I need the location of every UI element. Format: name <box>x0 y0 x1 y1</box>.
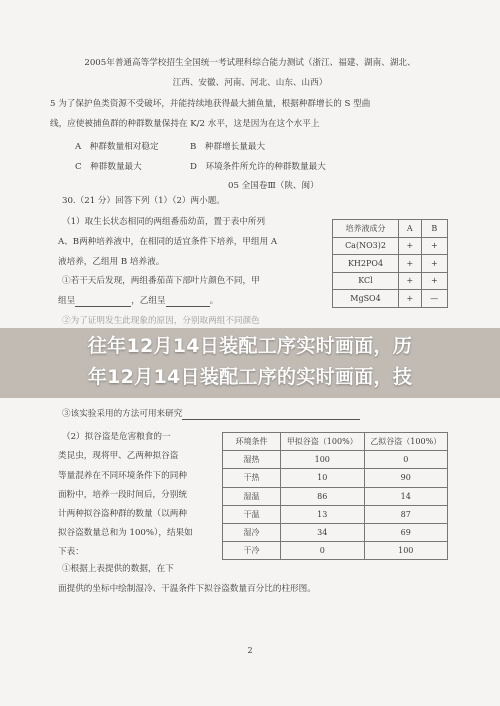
beetle-header-condition: 环境条件 <box>223 433 281 451</box>
q30-p5 <box>58 296 218 307</box>
exam-title-line1: 2005年普通高等学校招生全国统一考试理科综合能力测试（浙江、福建、湖南、湖北、 <box>84 58 416 68</box>
nutrient-cell: — <box>421 290 447 308</box>
table-row <box>333 290 448 308</box>
beetle-cell: 13 <box>281 505 365 523</box>
q5-option-c: C 种群数量最大 <box>75 162 142 172</box>
beetle-table <box>222 432 448 560</box>
q30-p15: ①根据上表提供的数据，在下 <box>62 564 174 574</box>
beetle-cell: 0 <box>364 451 448 469</box>
q30-title: 30.（21 分）回答下列（1）（2）两小题。 <box>62 196 225 206</box>
table-row <box>223 542 448 560</box>
table-row <box>223 505 448 523</box>
beetle-cell: 湿冷 <box>223 523 281 541</box>
nutrient-cell: MgSO4 <box>333 290 399 308</box>
table-row <box>223 451 448 469</box>
q30-p13: 拟谷盗数量总和为 100%），结果如 <box>58 528 193 538</box>
table-row <box>223 523 448 541</box>
beetle-cell: 100 <box>364 542 448 560</box>
beetle-header-jia: 甲拟谷盗（100%） <box>281 433 365 451</box>
beetle-cell: 干温 <box>223 505 281 523</box>
q30-p5-c: 。 <box>209 296 219 306</box>
beetle-cell: 干热 <box>223 469 281 487</box>
q30-p11: 面粉中，培养一段时间后，分别统 <box>58 490 187 500</box>
q30-p14: 下表： <box>58 547 84 557</box>
beetle-cell: 0 <box>281 542 365 560</box>
q30-p12: 计两种拟谷盗种群的数量（以两种 <box>58 509 187 519</box>
q30-p9: 类昆虫，现将甲、乙两种拟谷盗 <box>58 451 179 461</box>
q30-p16: 面提供的坐标中绘制湿冷、干温条件下拟谷盗数量百分比的柱形图。 <box>58 584 316 594</box>
beetle-cell: 100 <box>281 451 365 469</box>
q30-p7 <box>62 409 360 420</box>
nutrient-cell: + <box>421 255 447 273</box>
beetle-cell: 86 <box>281 487 365 505</box>
beetle-cell: 10 <box>281 469 365 487</box>
banner-title-line2: 年12月14日装配工序的实时画面，技 <box>87 366 413 388</box>
nutrient-header-b: B <box>421 220 447 238</box>
nutrient-cell: + <box>399 255 422 273</box>
q30-p10: 等量混养在不同环境条件下的同种 <box>58 471 187 481</box>
q5-option-a: A 种群数量相对稳定 <box>75 142 159 152</box>
beetle-cell: 14 <box>364 487 448 505</box>
beetle-cell: 干冷 <box>223 542 281 560</box>
table-row <box>333 237 448 255</box>
beetle-cell: 湿热 <box>223 451 281 469</box>
table-row <box>223 469 448 487</box>
nutrient-cell: KH2PO4 <box>333 255 399 273</box>
banner-title-line1: 往年12月14日装配工序实时画面，历 <box>87 335 413 357</box>
nutrient-cell: KCl <box>333 272 399 290</box>
q30-p3: 液培养，乙组用 B 培养液。 <box>58 257 165 267</box>
nutrient-cell: + <box>421 272 447 290</box>
answer-blank-2[interactable] <box>166 298 210 307</box>
q5-stem-line2: 线，应使被捕鱼群的种群数量保持在 K/2 水平，这是因为在这个水平上 <box>50 119 320 129</box>
beetle-cell: 69 <box>364 523 448 541</box>
beetle-cell: 87 <box>364 505 448 523</box>
table-row <box>333 255 448 273</box>
page-number: 2 <box>247 646 253 655</box>
q30-p8: （2）拟谷盗是危害粮食的一 <box>62 432 171 442</box>
q30-p2: A、B两种培养液中，在相同的适宜条件下培养，甲组用 A <box>58 237 278 247</box>
beetle-cell: 34 <box>281 523 365 541</box>
section-heading: 05 全国卷Ⅲ（陕、闽） <box>228 181 319 191</box>
q30-p4: ①若干天后发现，两组番茄苗下部叶片颜色不同，甲 <box>62 276 260 286</box>
nutrient-header-a: A <box>399 220 422 238</box>
nutrient-table <box>332 219 448 308</box>
q30-p5-a: 组呈 <box>58 296 76 306</box>
nutrient-cell: + <box>399 237 422 255</box>
beetle-header-yi: 乙拟谷盗（100%） <box>364 433 448 451</box>
nutrient-cell: Ca(NO3)2 <box>333 237 399 255</box>
beetle-cell: 90 <box>364 469 448 487</box>
watermark-banner <box>0 328 500 398</box>
answer-blank-1[interactable] <box>75 298 131 307</box>
q5-option-d: D 环境条件所允许的种群数量最大 <box>190 162 326 172</box>
table-row <box>223 487 448 505</box>
exam-title-line2: 江西、安徽、河南、河北、山东、山西） <box>172 78 328 88</box>
nutrient-cell: + <box>399 290 422 308</box>
nutrient-header-component: 培养液成分 <box>333 220 399 238</box>
nutrient-cell: + <box>399 272 422 290</box>
nutrient-cell: + <box>421 237 447 255</box>
q30-p5-b: ，乙组呈 <box>131 296 166 306</box>
q30-p1: （1）取生长状态相同的两组番茄幼苗，置于表中所列 <box>62 217 266 227</box>
q30-p6: ②为了证明发生此现象的原因，分别取两组不同颜色 <box>62 316 260 326</box>
q30-p7-text: ③该实验采用的方法可用来研究 <box>62 409 183 419</box>
q5-stem-line1: 5 为了保护鱼类资源不受破坏，并能持续地获得最大捕鱼量，根据种群增长的 S 型曲 <box>50 99 371 109</box>
beetle-cell: 湿温 <box>223 487 281 505</box>
answer-blank-3[interactable] <box>182 411 360 420</box>
table-row <box>333 272 448 290</box>
q5-option-b: B 种群增长量最大 <box>190 142 266 152</box>
